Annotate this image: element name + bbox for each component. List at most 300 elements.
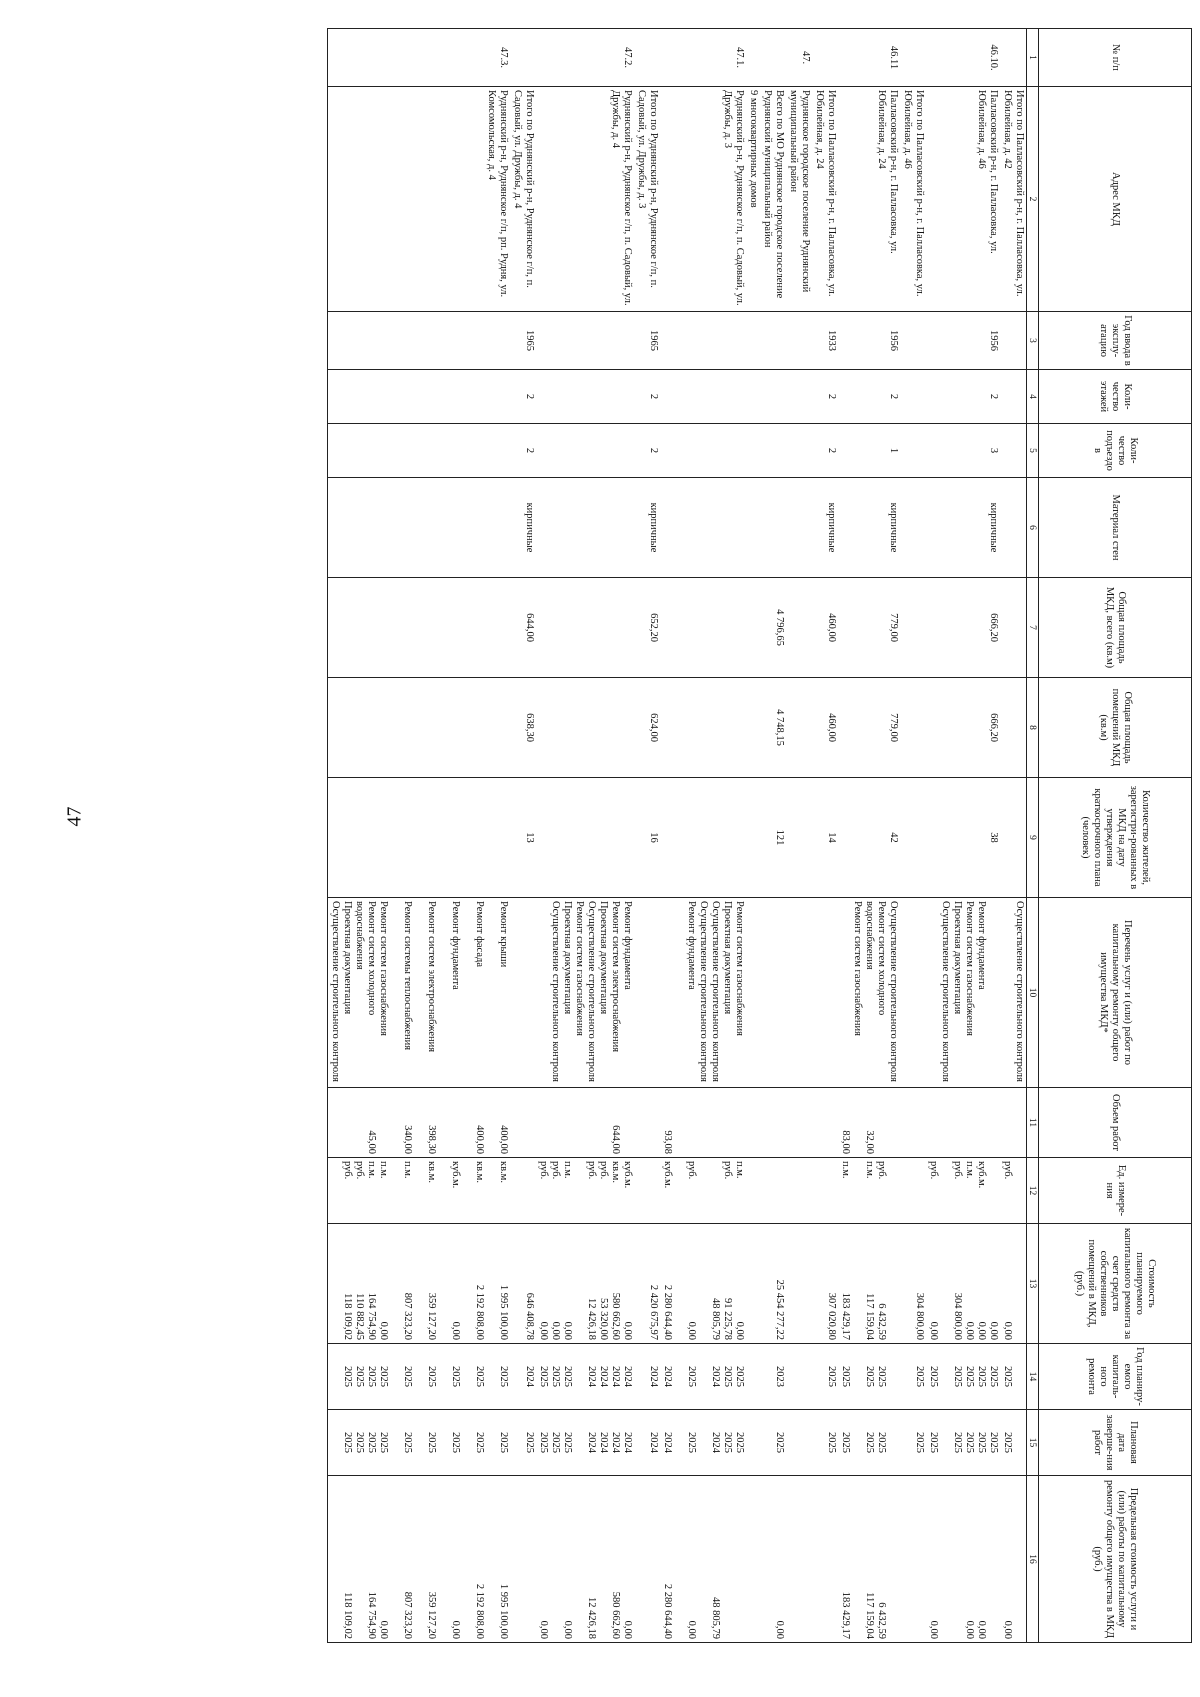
limit-cost <box>437 1479 449 1639</box>
work-item: Ремонт систем газоснабжения <box>734 901 745 1036</box>
repair-year <box>939 1347 951 1406</box>
total-area-cell: 666,20 <box>926 578 1000 678</box>
end-year: 2025 <box>976 1432 987 1453</box>
work-item: Ремонт фундамента <box>450 901 461 990</box>
volume <box>389 1091 401 1154</box>
unit: кв.м. <box>610 1161 621 1183</box>
volume <box>733 1091 745 1154</box>
cost: 2 192 808,00 <box>474 1284 485 1340</box>
limit-cost: 6 432,59 <box>876 1602 887 1639</box>
limit-cost: 0,00 <box>1002 1620 1013 1639</box>
repair-year: 2025 <box>562 1366 573 1387</box>
repair-year: 2025 <box>402 1366 413 1387</box>
cost-cell <box>536 1224 634 1344</box>
limit-cost: 0,00 <box>964 1620 975 1639</box>
repair-year: 2024 <box>662 1366 673 1387</box>
volume <box>913 1091 925 1154</box>
unit-cell <box>926 1158 1000 1224</box>
work-item: Осуществление строительного контроля <box>698 901 709 1083</box>
end-year-cell <box>328 1410 511 1476</box>
cost: 0,00 <box>976 1321 987 1340</box>
end-year <box>485 1413 497 1472</box>
volume-cell <box>838 1088 900 1158</box>
cost: 25 454 277,22 <box>774 1279 785 1340</box>
premises-area-cell: 4 748,15 <box>760 678 786 778</box>
address-cell: Итого по Палласовский р-н, г. Палласовка, ул. Юбилейная, д. 42 <box>1000 87 1027 312</box>
cost-cell <box>660 1224 746 1344</box>
end-year: 2024 <box>710 1432 721 1453</box>
cost: 0,00 <box>562 1321 573 1340</box>
unit: руб. <box>342 1161 353 1180</box>
volume <box>799 1091 811 1154</box>
unit: руб. <box>550 1161 561 1180</box>
cost <box>413 1227 425 1340</box>
end-year <box>697 1413 709 1472</box>
header-cell: Ед. измере-ния <box>1039 1158 1192 1224</box>
volume <box>773 1091 785 1154</box>
volume: 93,08 <box>662 1130 673 1154</box>
cost: 807 323,20 <box>402 1292 413 1340</box>
limit-cost <box>1013 1479 1025 1639</box>
premises-area-cell: 666,20 <box>926 678 1000 778</box>
unit-cell <box>786 1158 812 1224</box>
limit-cost: 12 426,18 <box>586 1597 597 1639</box>
volume <box>685 1091 697 1154</box>
unit <box>887 1161 899 1220</box>
cost-cell <box>746 1224 760 1344</box>
work-item: Ремонт систем холодного водоснабжения <box>354 901 377 1016</box>
cost: 2 420 675,97 <box>648 1284 659 1340</box>
repair-year <box>697 1347 709 1406</box>
column-number: 8 <box>1027 678 1039 778</box>
repair-year <box>673 1347 685 1406</box>
repair-year: 2025 <box>498 1366 509 1387</box>
repair-year <box>413 1347 425 1406</box>
unit <box>461 1161 473 1220</box>
cost: 0,00 <box>734 1321 745 1340</box>
cost <box>851 1227 863 1340</box>
premises-area-cell <box>536 678 634 778</box>
cost <box>887 1227 899 1340</box>
header-cell: № п/п <box>1039 29 1192 87</box>
work-item-cell <box>760 898 786 1088</box>
unit <box>389 1161 401 1220</box>
unit: руб. <box>686 1161 697 1180</box>
end-year: 2025 <box>538 1432 549 1453</box>
header-cell: Коли-чество этажей <box>1039 370 1192 424</box>
unit <box>673 1161 685 1220</box>
end-year: 2025 <box>864 1432 875 1453</box>
header-cell: Перечень услуг и (или) работ по капитальному ремонту общего имущества МКД* <box>1039 898 1192 1088</box>
volume <box>987 1091 999 1154</box>
total-area-cell <box>746 578 760 678</box>
end-year: 2025 <box>826 1432 837 1453</box>
volume <box>549 1091 561 1154</box>
end-year <box>1013 1413 1025 1472</box>
unit <box>939 1161 951 1220</box>
unit: п.м. <box>562 1161 573 1179</box>
cost: 118 109,02 <box>342 1293 353 1340</box>
limit-cost <box>939 1479 951 1639</box>
repair-year: 2024 <box>622 1366 633 1387</box>
row-number-cell: 47. <box>786 29 812 87</box>
volume-cell <box>660 1088 746 1158</box>
entrances-cell <box>760 424 786 478</box>
premises-area-cell: 779,00 <box>838 678 900 778</box>
end-year: 2025 <box>474 1432 485 1453</box>
total-area-cell: 460,00 <box>812 578 838 678</box>
repair-year: 2024 <box>586 1366 597 1387</box>
unit <box>709 1161 721 1220</box>
work-item-cell <box>786 898 812 1088</box>
end-year-cell <box>1000 1410 1027 1476</box>
cost-cell <box>926 1224 1000 1344</box>
end-year: 2025 <box>450 1432 461 1453</box>
end-year: 2025 <box>840 1432 851 1453</box>
column-number: 7 <box>1027 578 1039 678</box>
volume-cell <box>760 1088 786 1158</box>
end-year: 2025 <box>426 1432 437 1453</box>
table-body <box>328 29 1027 1643</box>
unit-cell <box>1000 1158 1027 1224</box>
limit-cost: 0,00 <box>686 1620 697 1639</box>
limit-cost: 2 192 808,00 <box>474 1583 485 1639</box>
repair-year: 2025 <box>864 1366 875 1387</box>
work-item <box>773 901 785 1084</box>
unit-cell <box>746 1158 760 1224</box>
limit-cost: 164 754,90 <box>366 1591 377 1639</box>
year-built-cell <box>760 312 786 370</box>
work-item <box>747 901 759 1084</box>
volume-cell <box>536 1088 634 1158</box>
wall-material-cell <box>328 478 511 578</box>
entrances-cell <box>900 424 926 478</box>
wall-material-cell <box>760 478 786 578</box>
limit-cost-cell <box>760 1476 786 1643</box>
address-cell: Итого по Палласовский р-н, г. Палласовка, ул. Юбилейная, д. 24 <box>812 87 838 312</box>
year-built-cell: 1933 <box>812 312 838 370</box>
unit-cell <box>510 1158 536 1224</box>
volume <box>673 1091 685 1154</box>
column-number: 4 <box>1027 370 1039 424</box>
cost <box>573 1227 585 1340</box>
address-cell: Итого по Палласовский р-н, г. Палласовка, ул. Юбилейная, д. 46 <box>900 87 926 312</box>
cost: 117 159,04 <box>864 1293 875 1340</box>
column-number: 2 <box>1027 87 1039 312</box>
cost: 0,00 <box>964 1321 975 1340</box>
cost: 646 408,78 <box>524 1292 535 1340</box>
work-item <box>913 901 925 1084</box>
end-year-cell <box>536 1410 634 1476</box>
work-item: Ремонт фасада <box>474 901 485 968</box>
wall-material-cell: кирпичные <box>634 478 660 578</box>
repair-year <box>799 1347 811 1406</box>
column-number-row <box>1027 29 1039 1643</box>
limit-cost: 118 109,02 <box>342 1592 353 1639</box>
work-item: Осуществление строительного контроля <box>1014 901 1025 1083</box>
work-item-cell <box>926 898 1000 1088</box>
end-year: 2024 <box>586 1432 597 1453</box>
table-row <box>786 29 812 1643</box>
cost: 2 280 644,40 <box>662 1284 673 1340</box>
end-year-cell <box>660 1410 746 1476</box>
work-item <box>987 901 999 1084</box>
residents-cell <box>536 778 634 898</box>
table-row <box>746 29 760 1643</box>
cost: 48 805,79 <box>710 1298 721 1340</box>
end-year-cell <box>926 1410 1000 1476</box>
work-item: Осуществление строительного контроля <box>586 901 597 1083</box>
work-item: Осуществление строительного контроля <box>330 901 341 1083</box>
volume <box>413 1091 425 1154</box>
rotated-page <box>62 28 1192 1642</box>
limit-cost-cell <box>536 1476 634 1643</box>
limit-cost-cell <box>900 1476 926 1643</box>
unit-cell <box>536 1158 634 1224</box>
repair-year: 2024 <box>610 1366 621 1387</box>
row-number-cell: 47.1. <box>660 29 746 87</box>
work-item <box>437 901 449 1084</box>
limit-cost <box>523 1479 535 1639</box>
header-cell: Год планиру-емого капиталь-ного ремонта <box>1039 1344 1192 1410</box>
work-item: Проектная документация <box>722 901 733 1015</box>
work-item: Осуществление строительного контроля <box>888 901 899 1083</box>
unit: куб.м. <box>450 1161 461 1189</box>
column-number: 1 <box>1027 29 1039 87</box>
row-number-cell <box>510 29 536 87</box>
total-area-cell <box>660 578 746 678</box>
column-number: 5 <box>1027 424 1039 478</box>
unit-cell <box>760 1158 786 1224</box>
volume: 83,00 <box>840 1130 851 1154</box>
limit-cost-cell <box>634 1476 660 1643</box>
cost-cell <box>760 1224 786 1344</box>
cost <box>1013 1227 1025 1340</box>
limit-cost <box>851 1479 863 1639</box>
repair-year: 2025 <box>952 1366 963 1387</box>
wall-material-cell: кирпичные <box>812 478 838 578</box>
end-year <box>573 1413 585 1472</box>
column-number: 3 <box>1027 312 1039 370</box>
unit: куб.м. <box>976 1161 987 1189</box>
repair-year-cell <box>812 1344 838 1410</box>
work-item-cell <box>812 898 838 1088</box>
end-year: 2025 <box>550 1432 561 1453</box>
cost: 307 020,80 <box>826 1292 837 1340</box>
unit-cell <box>328 1158 511 1224</box>
year-built-cell: 1965 <box>510 312 536 370</box>
work-item-cell <box>634 898 660 1088</box>
repair-year-cell <box>634 1344 660 1410</box>
repair-year <box>747 1347 759 1406</box>
work-item: Ремонт фундамента <box>976 901 987 990</box>
repair-year: 2025 <box>366 1366 377 1387</box>
limit-cost: 183 429,17 <box>840 1591 851 1639</box>
end-year <box>799 1413 811 1472</box>
cost: 0,00 <box>622 1321 633 1340</box>
limit-cost <box>721 1479 733 1639</box>
total-area-cell: 779,00 <box>838 578 900 678</box>
work-item: Ремонт систем электроснабжения <box>426 901 437 1053</box>
unit <box>413 1161 425 1220</box>
column-number: 12 <box>1027 1158 1039 1224</box>
premises-area-cell: 624,00 <box>634 678 660 778</box>
cost: 0,00 <box>988 1321 999 1340</box>
entrances-cell: 2 <box>510 424 536 478</box>
unit: руб. <box>928 1161 939 1180</box>
floors-cell: 2 <box>926 370 1000 424</box>
unit: руб. <box>876 1161 887 1180</box>
repair-year: 2025 <box>826 1366 837 1387</box>
header-cell: Общая площадь помещений МКД (кв.м) <box>1039 678 1192 778</box>
unit <box>747 1161 759 1220</box>
repair-year-cell <box>746 1344 760 1410</box>
unit: п.м. <box>864 1161 875 1179</box>
limit-cost-cell <box>660 1476 746 1643</box>
volume <box>523 1091 535 1154</box>
limit-cost-cell <box>1000 1476 1027 1643</box>
volume <box>597 1091 609 1154</box>
limit-cost: 1 995 100,00 <box>498 1583 509 1639</box>
cost: 0,00 <box>686 1321 697 1340</box>
end-year-cell <box>760 1410 786 1476</box>
row-number-cell <box>1000 29 1027 87</box>
header-cell: Стоимость планируемого капитального ремонта за счет средств собственников помещений в МКД, (руб.) <box>1039 1224 1192 1344</box>
limit-cost-cell <box>510 1476 536 1643</box>
end-year: 2024 <box>610 1432 621 1453</box>
row-number-cell <box>634 29 660 87</box>
limit-cost-cell <box>786 1476 812 1643</box>
cost-cell <box>812 1224 838 1344</box>
cost-cell <box>1000 1224 1027 1344</box>
end-year-cell <box>812 1410 838 1476</box>
end-year <box>851 1413 863 1472</box>
unit: п.м. <box>378 1161 389 1179</box>
repair-year-cell <box>536 1344 634 1410</box>
volume <box>721 1091 733 1154</box>
end-year: 2025 <box>952 1432 963 1453</box>
repair-year <box>389 1347 401 1406</box>
repair-year: 2025 <box>342 1366 353 1387</box>
work-item: Осуществление строительного контроля <box>550 901 561 1083</box>
header-cell: Адрес МКД <box>1039 87 1192 312</box>
header-cell: Материал стен <box>1039 478 1192 578</box>
residents-cell <box>1000 778 1027 898</box>
end-year-cell <box>838 1410 900 1476</box>
repair-year-cell <box>786 1344 812 1410</box>
column-number: 9 <box>1027 778 1039 898</box>
repair-year: 2024 <box>598 1366 609 1387</box>
limit-cost: 0,00 <box>774 1620 785 1639</box>
repair-year: 2025 <box>876 1366 887 1387</box>
table-row <box>660 29 746 1643</box>
work-item: Проектная документация <box>342 901 353 1015</box>
limit-cost-cell <box>838 1476 900 1643</box>
work-item <box>461 901 473 1084</box>
unit: кв.м. <box>498 1161 509 1183</box>
limit-cost: 0,00 <box>976 1620 987 1639</box>
year-built-cell: 1956 <box>838 312 900 370</box>
end-year: 2025 <box>988 1432 999 1453</box>
cost <box>673 1227 685 1340</box>
year-built-cell: 1956 <box>926 312 1000 370</box>
repair-year: 2025 <box>378 1366 389 1387</box>
column-number: 15 <box>1027 1410 1039 1476</box>
premises-area-cell <box>328 678 511 778</box>
limit-cost <box>987 1479 999 1639</box>
work-item <box>799 901 811 1084</box>
residents-cell <box>660 778 746 898</box>
volume <box>461 1091 473 1154</box>
end-year: 2024 <box>622 1432 633 1453</box>
cost: 580 662,60 <box>610 1292 621 1340</box>
column-number: 16 <box>1027 1476 1039 1643</box>
entrances-cell: 3 <box>926 424 1000 478</box>
volume: 32,00 <box>864 1130 875 1154</box>
row-number-cell <box>812 29 838 87</box>
end-year: 2025 <box>342 1432 353 1453</box>
repair-year: 2025 <box>538 1366 549 1387</box>
repair-year: 2025 <box>450 1366 461 1387</box>
end-year: 2025 <box>498 1432 509 1453</box>
total-area-cell: 4 796,65 <box>760 578 786 678</box>
unit: руб. <box>354 1161 365 1180</box>
limit-cost: 2 280 644,40 <box>662 1583 673 1639</box>
wall-material-cell: кирпичные <box>510 478 536 578</box>
volume <box>851 1091 863 1154</box>
year-built-cell <box>786 312 812 370</box>
address-cell: Руднянское городское поселение Руднянский муниципальный район <box>786 87 812 312</box>
cost: 164 754,90 <box>366 1292 377 1340</box>
cost: 0,00 <box>928 1321 939 1340</box>
year-built-cell <box>746 312 760 370</box>
limit-cost <box>913 1479 925 1639</box>
unit <box>825 1161 837 1220</box>
end-year: 2025 <box>876 1432 887 1453</box>
premises-area-cell <box>900 678 926 778</box>
header-cell: Общая площадь МКД, всего (кв.м) <box>1039 578 1192 678</box>
work-item-cell <box>1000 898 1027 1088</box>
repair-year-cell <box>926 1344 1000 1410</box>
limit-cost <box>647 1479 659 1639</box>
volume-cell <box>634 1088 660 1158</box>
unit: руб. <box>952 1161 963 1180</box>
limit-cost <box>413 1479 425 1639</box>
page-number: 47 <box>63 806 86 827</box>
volume-cell <box>328 1088 511 1158</box>
cost-cell <box>900 1224 926 1344</box>
repair-year-cell <box>760 1344 786 1410</box>
wall-material-cell <box>1000 478 1027 578</box>
repair-year-cell <box>1000 1344 1027 1410</box>
year-built-cell <box>1000 312 1027 370</box>
end-year: 2025 <box>378 1432 389 1453</box>
repair-year <box>887 1347 899 1406</box>
table-row <box>634 29 660 1643</box>
end-year <box>413 1413 425 1472</box>
cost <box>485 1227 497 1340</box>
unit <box>1013 1161 1025 1220</box>
floors-cell <box>900 370 926 424</box>
premises-area-cell: 460,00 <box>812 678 838 778</box>
end-year <box>461 1413 473 1472</box>
end-year: 2025 <box>686 1432 697 1453</box>
unit: руб. <box>586 1161 597 1180</box>
end-year-cell <box>634 1410 660 1476</box>
repair-year: 2025 <box>734 1366 745 1387</box>
row-number-cell: 47.3. <box>328 29 511 87</box>
entrances-cell: 2 <box>812 424 838 478</box>
